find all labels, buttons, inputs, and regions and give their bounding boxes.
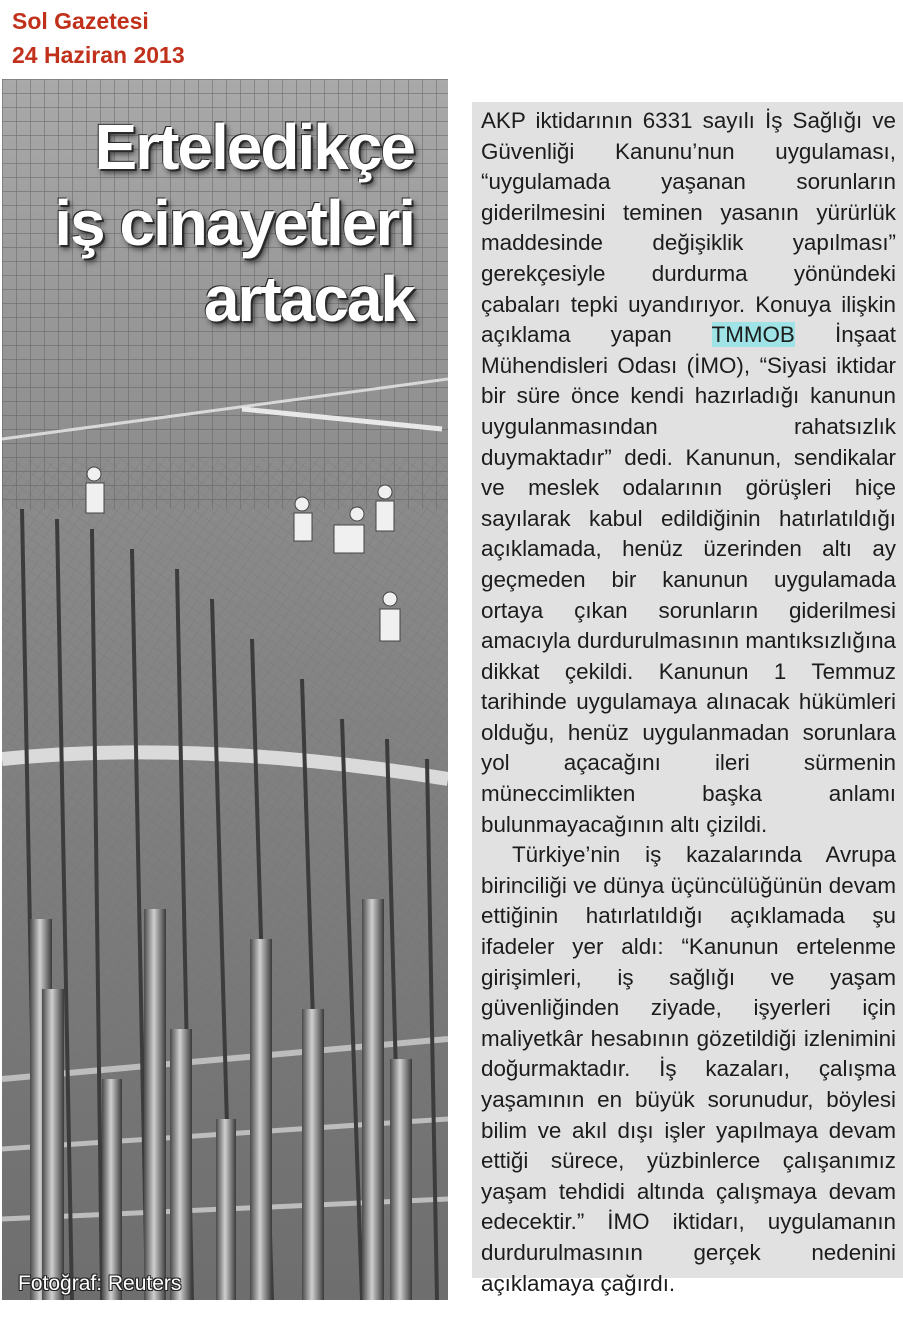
photo-credit: Fotoğraf: Reuters	[18, 1272, 182, 1295]
article-body	[472, 102, 903, 1296]
headline-line-1: Erteledikçe	[94, 111, 414, 183]
paragraph-1-end: İnşaat Mühendisleri Odası (İMO), “Siyasi iktidar bir süre önce kendi hazırladığı kanunun uygulanmasından rahatsızlık duymaktadır” dedi. Kanunun, sendikalar ve meslek odalarının görüşleri hiçe sayılarak kabul edildiğinin hatırlatıldığı açıklamada, henüz üzerinden altı ay geçmeden bir kanunun uygulamada ortaya çıkan sorunların giderilmesi amacıyla durdurulmasının mantıksızlığına dikkat çekildi. Kanunun 1 Temmuz tarihinde uygulamaya alınacak hükümleri olduğu, henüz uygulanmadan sorunlara yol açacağını ileri sürmenin müneccimlikten başka anlamı bulunmayacağının altı çizildi.	[481, 322, 897, 837]
paragraph-2: Türkiye’nin iş kazalarında Avrupa birinciliği ve dünya üçüncülüğünün devam ettiğinin hatırlatıldığı açıklamada şu ifadeler yer aldı: “Kanunun ertelenme girişimleri, iş sağlığı ve yaşam güvenliğinden ziyade, işyerleri için maliyetkâr hesabının gözetildiği izlenimini doğurmaktadır. İş kazaları, çalışma yaşamının en büyük sorunudur, böylesi bilim ve akıl dışı işler yapılmaya devam ettiği sürece, yüzbinlerce çalışanımız yaşam tehdidi altında çalışmaya devam edecektir.” İMO iktidarı, uygulamanın durdurulmasının gerçek nedenini açıklamaya çağırdı.	[481, 842, 896, 1296]
paragraph-1-start: AKP iktidarının 6331 sayılı İş Sağlığı ve Güvenliği Kanunu’nun uygulaması, “uygulamada yaşanan sorunların giderilmesini teminen yasanın yürürlük maddesinde değişiklik yapılması” gerekçesiyle durdurma yönündeki çabaları tepki uyandırıyor. Konuya ilişkin açıklama yapan	[481, 108, 896, 348]
source-header	[12, 4, 185, 72]
paragraph-1	[481, 106, 896, 840]
highlighted-term: TMMOB	[711, 322, 795, 348]
publication-date: 24 Haziran 2013	[12, 42, 185, 68]
headline-line-3: artacak	[203, 263, 414, 335]
headline-line-2: iş cinayetleri	[54, 187, 414, 259]
headline	[54, 109, 414, 337]
construction-photo	[2, 79, 448, 1300]
publication-name: Sol Gazetesi	[12, 8, 149, 34]
